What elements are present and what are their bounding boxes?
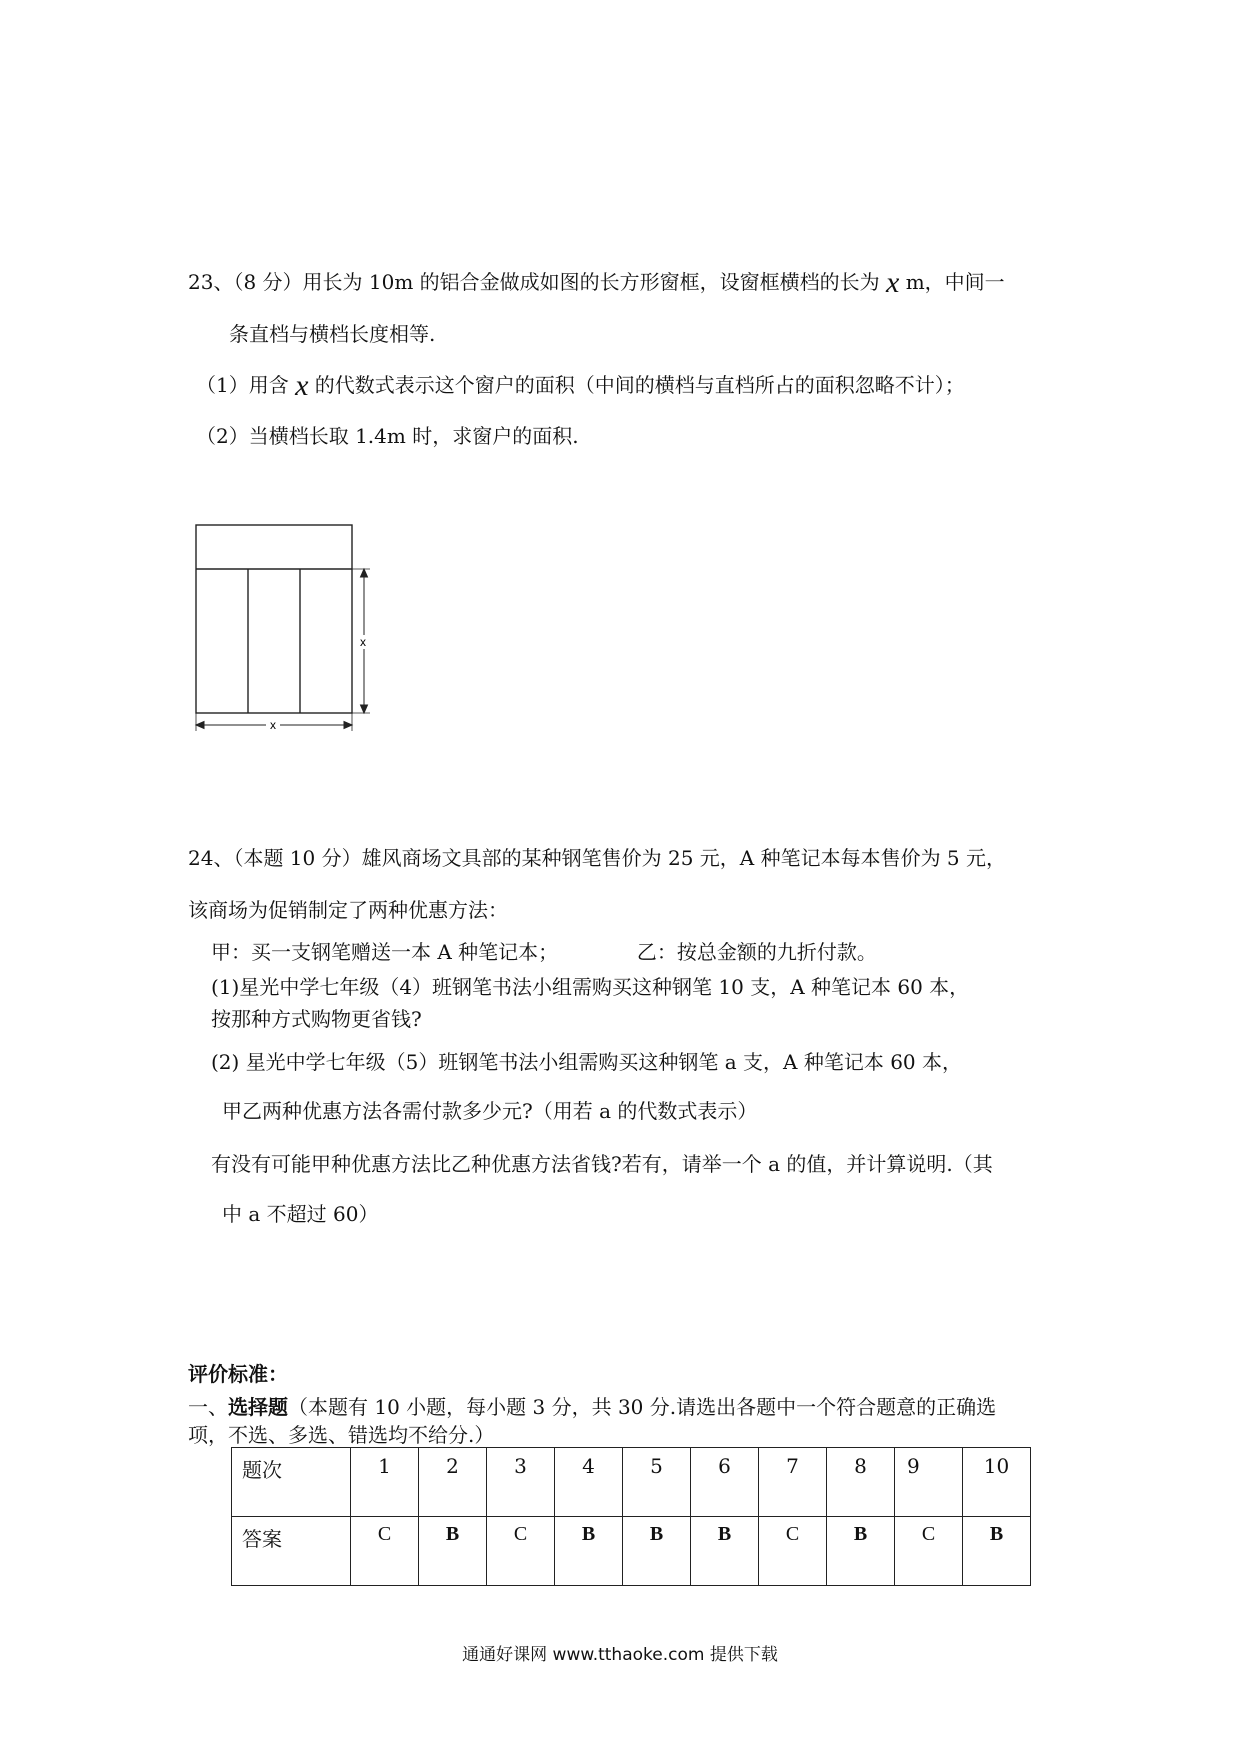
q23-text-3a: （1）用含 (196, 373, 289, 397)
table-cell: 8 (827, 1448, 895, 1517)
answer-table (231, 1447, 1031, 1586)
table-cell: C (487, 1517, 555, 1586)
grading-section-1-prefix: 一、 (188, 1395, 228, 1419)
q24-line-8: 有没有可能甲种优惠方法比乙种优惠方法省钱?若有，请举一个 a 的值，并计算说明.（其 (211, 1152, 993, 1176)
table-cell: 9 (895, 1448, 963, 1517)
table-cell: 2 (419, 1448, 487, 1517)
width-label: x (270, 718, 276, 732)
window-outer-frame (196, 525, 352, 713)
width-arrow-left (196, 722, 204, 729)
q24-line-1: 24、（本题 10 分）雄风商场文具部的某种钢笔售价为 25 元，A 种笔记本每本售价为 5 元， (188, 846, 1007, 870)
table-cell: 3 (487, 1448, 555, 1517)
table-cell: B (623, 1517, 691, 1586)
page-footer: 通通好课网 www.tthaoke.com 提供下载 (462, 1645, 778, 1665)
q23-text-1a: 23、（8 分）用长为 10m 的铝合金做成如图的长方形窗框，设窗框横档的长为 (188, 270, 880, 294)
table-cell: B (963, 1517, 1031, 1586)
window-frame-figure (188, 520, 388, 735)
table-cell: C (759, 1517, 827, 1586)
q24-line-9: 中 a 不超过 60） (222, 1202, 379, 1226)
table-cell: 6 (691, 1448, 759, 1517)
table-row-answers (232, 1517, 1031, 1586)
height-label: x (360, 635, 366, 649)
table-header-answer: 答案 (232, 1517, 351, 1586)
grading-section-1-title: 选择题 (228, 1395, 288, 1419)
grading-section-1 (188, 1393, 996, 1421)
table-cell: 1 (351, 1448, 419, 1517)
q24-option-yi: 乙：按总金额的九折付款。 (636, 940, 877, 964)
grading-section-1-line-2: 项，不选、多选、错选均不给分.） (188, 1423, 495, 1447)
table-cell: B (691, 1517, 759, 1586)
table-cell: B (827, 1517, 895, 1586)
q23-var-x: x (886, 266, 900, 299)
table-cell: 5 (623, 1448, 691, 1517)
q23-line-4: （2）当横档长取 1.4m 时，求窗户的面积. (196, 424, 579, 448)
q24-line-6: (2) 星光中学七年级（5）班钢笔书法小组需购买这种钢笔 a 支，A 种笔记本 60 本， (211, 1050, 963, 1074)
q24-line-3 (211, 938, 877, 966)
table-cell: 7 (759, 1448, 827, 1517)
q23-text-1b: m，中间一 (905, 270, 1005, 294)
q23-line-2: 条直档与横档长度相等. (229, 322, 436, 346)
q23-text-3b: 的代数式表示这个窗户的面积（中间的横档与直档所占的面积忽略不计）； (314, 373, 965, 397)
table-cell: 4 (555, 1448, 623, 1517)
height-arrow-top (361, 569, 368, 577)
q24-line-4: (1)星光中学七年级（4）班钢笔书法小组需购买这种钢笔 10 支，A 种笔记本 60 本， (211, 975, 970, 999)
table-cell: B (555, 1517, 623, 1586)
table-header-number: 题次 (232, 1448, 351, 1517)
table-cell: C (351, 1517, 419, 1586)
grading-title: 评价标准： (188, 1362, 288, 1386)
grading-section-1-desc: （本题有 10 小题，每小题 3 分，共 30 分.请选出各题中一个符合题意的正确选 (288, 1395, 997, 1419)
table-cell: 10 (963, 1448, 1031, 1517)
q24-line-5: 按那种方式购物更省钱? (211, 1007, 422, 1031)
q23-var-x-2: x (295, 369, 309, 402)
table-row-numbers (232, 1448, 1031, 1517)
q24-line-2: 该商场为促销制定了两种优惠方法： (188, 898, 508, 922)
q24-option-jia: 甲：买一支钢笔赠送一本 A 种笔记本； (211, 940, 559, 964)
q23-line-3 (196, 371, 965, 400)
q23-line-1 (188, 268, 1005, 297)
table-cell: B (419, 1517, 487, 1586)
table-cell: C (895, 1517, 963, 1586)
q24-line-7: 甲乙两种优惠方法各需付款多少元?（用若 a 的代数式表示） (222, 1099, 758, 1123)
height-arrow-bottom (361, 705, 368, 713)
width-arrow-right (344, 722, 352, 729)
